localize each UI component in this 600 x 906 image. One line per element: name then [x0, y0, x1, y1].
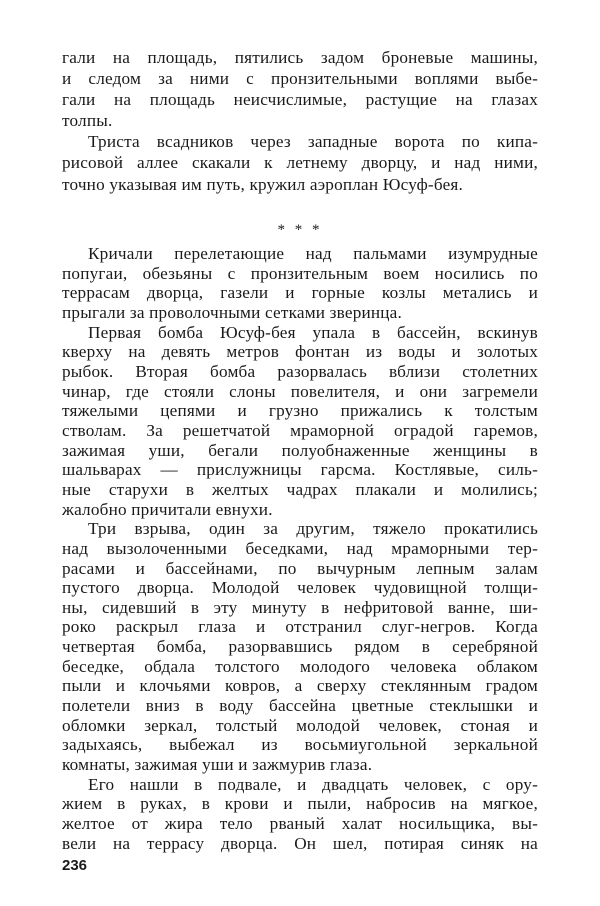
text-line: Кричали перелетающие над пальмами изумрудные [88, 244, 538, 263]
text-line: тяжелыми цепями и грузно прижались к толстым [62, 401, 538, 421]
text-line: жием в руках, в крови и пыли, набросив на мягкое, [62, 794, 538, 814]
text-line: ные старухи в желтых чадрах плакали и молились; [62, 479, 538, 499]
text-line: Три взрыва, один за другим, тяжело прокатились [88, 519, 538, 539]
text-line: полетели вниз в воду бассейна цветные стеклышки и [62, 696, 538, 716]
text-line: задыхаясь, выбежал из восьмиугольной зеркальной [62, 735, 538, 755]
paragraph [62, 244, 538, 323]
text-line: Его нашли в подвале, и двадцать человек, с ору- [88, 774, 538, 794]
text-line: жалобно причитали евнухи. [62, 499, 273, 519]
paragraph [62, 775, 538, 854]
text-line: террасам дворца, газели и горные козлы метались и [62, 283, 538, 303]
text-line: кверху на девять метров фонтан из воды и золотых [62, 342, 538, 362]
text-line: Триста всадников через западные ворота по кипа- [88, 132, 538, 152]
text-line: над вызолоченными беседками, над мраморными тер- [62, 538, 538, 558]
text-line: гали на площадь неисчислимые, растущие на глазах [62, 90, 538, 110]
paragraph [62, 47, 538, 131]
text-line: попугаи, обезьяны с пронзительным воем носились по [62, 263, 538, 283]
text-line: рисовой аллее скакали к летнему дворцу, и над ними, [62, 153, 538, 173]
text-line: и следом за ними с пронзительными воплями выбе- [62, 69, 538, 89]
text-line: пыли и клочьями ковров, а сверху стеклянным градом [62, 676, 538, 696]
text-section-1 [62, 47, 538, 195]
text-line: расами и бассейнами, по вычурным лепным залам [62, 558, 538, 578]
text-line: комнаты, зажимая уши и зажмурив глаза. [62, 755, 373, 775]
text-line: гали на площадь, пятились задом броневые машины, [62, 48, 538, 67]
text-line: беседке, обдала толстого молодого человека облаком [62, 656, 538, 676]
text-line: чинар, где стояли слоны повелителя, и они загремели [62, 381, 538, 401]
text-line: роко раскрыл глаза и отстранил слуг-негров. Когда [62, 617, 538, 637]
text-line: рыбок. Вторая бомба разорвалась вблизи столетних [62, 361, 538, 381]
text-line: зажимая уши, бегали полуобнаженные женщины в [62, 440, 538, 460]
text-line: пустого дворца. Молодой человек чудовищной толщи- [62, 578, 538, 598]
section-separator: * * * [277, 222, 323, 238]
paragraph [62, 323, 538, 520]
text-line: обломки зеркал, толстый молодой человек, стоная и [62, 715, 538, 735]
text-line: Первая бомба Юсуф-бея упала в бассейн, вскинув [88, 322, 538, 342]
text-line: ны, сидевший в эту минуту в нефритовой ванне, ши- [62, 597, 538, 617]
text-line: прыгали за проволочными сетками зверинца. [62, 302, 403, 322]
page-number: 236 [62, 857, 88, 874]
text-section-2 [62, 244, 538, 853]
text-line: четвертая бомба, разорвавшись рядом в серебряной [62, 637, 538, 657]
text-line: вели на террасу дворца. Он шел, потирая синяк на [62, 833, 538, 853]
text-line: точно указывая им путь, кружил аэроплан Юсуф-бея. [62, 174, 464, 194]
text-line: шальварах — прислужницы гарсма. Костлявые, силь- [62, 460, 538, 480]
text-line: стволам. За решетчатой мраморной оградой гаремов, [62, 420, 538, 440]
paragraph [62, 131, 538, 194]
text-line: толпы. [62, 111, 113, 131]
paragraph [62, 519, 538, 775]
text-line: желтое от жира тело рваный халат носильщика, вы- [62, 814, 538, 834]
